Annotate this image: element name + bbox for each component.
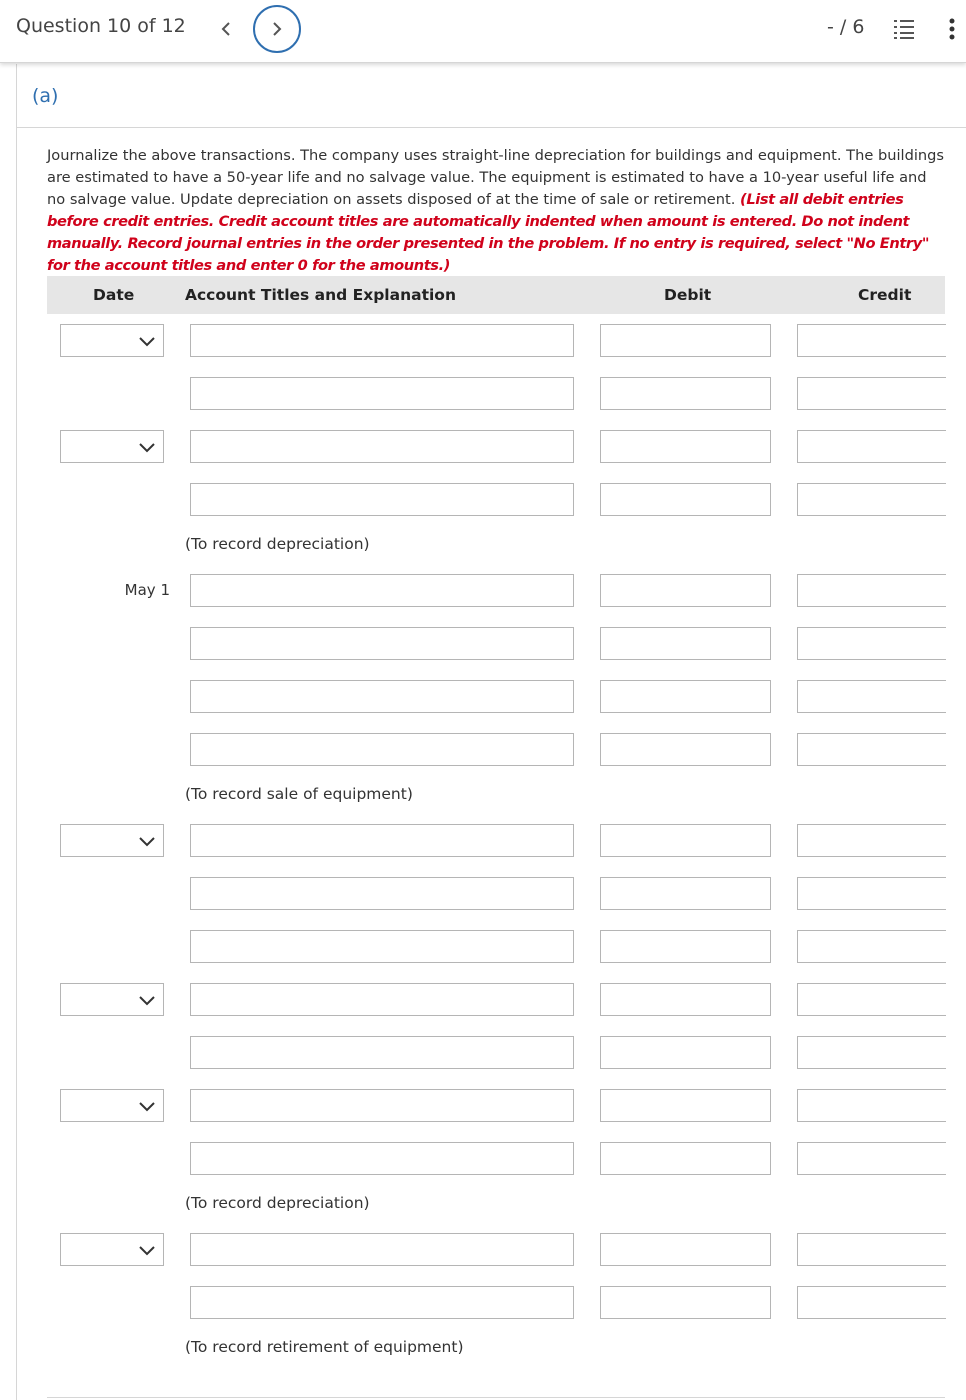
date-select[interactable] [60,430,164,463]
account-title-input[interactable] [190,824,574,857]
account-title-input[interactable] [190,483,574,516]
score-display: - / 6 [827,16,865,38]
debit-input[interactable] [600,430,771,463]
account-title-input[interactable] [190,324,574,357]
debit-input[interactable] [600,483,771,516]
question-list-icon[interactable] [893,18,915,40]
header-date: Date [93,286,135,304]
account-title-input[interactable] [190,627,574,660]
debit-input[interactable] [600,733,771,766]
next-question-button[interactable] [253,5,301,53]
chevron-down-icon [138,1242,156,1258]
debit-input[interactable] [600,1089,771,1122]
credit-input[interactable] [797,377,946,410]
account-title-input[interactable] [190,1089,574,1122]
header-debit: Debit [664,286,712,304]
instructions-text: Journalize the above transactions. The company uses straight-line depreciation for buildings and equipment. The buildings are estimated to have a 50-year life and no salvage value. The equipment is estimated to have a 10-year useful life and no salvage value. Update depreciation on assets disposed of at the time of sale or retirement. [47,147,945,208]
date-select[interactable] [60,824,164,857]
credit-input[interactable] [797,1142,946,1175]
account-title-input[interactable] [190,680,574,713]
part-divider [17,127,966,128]
account-title-input[interactable] [190,1142,574,1175]
date-select[interactable] [60,1233,164,1266]
date-select[interactable] [60,983,164,1016]
debit-input[interactable] [600,1142,771,1175]
credit-input[interactable] [797,1036,946,1069]
debit-input[interactable] [600,680,771,713]
account-title-input[interactable] [190,733,574,766]
credit-input[interactable] [797,824,946,857]
debit-input[interactable] [600,377,771,410]
debit-input[interactable] [600,324,771,357]
debit-input[interactable] [600,1233,771,1266]
credit-input[interactable] [797,574,946,607]
credit-input[interactable] [797,680,946,713]
credit-input[interactable] [797,1089,946,1122]
account-title-input[interactable] [190,430,574,463]
credit-input[interactable] [797,483,946,516]
account-title-input[interactable] [190,877,574,910]
date-select[interactable] [60,1089,164,1122]
entry-note: (To record depreciation) [185,535,370,553]
chevron-right-icon [272,21,282,37]
part-label: (a) [32,85,59,107]
chevron-down-icon [138,333,156,349]
credit-input[interactable] [797,1233,946,1266]
credit-input[interactable] [797,324,946,357]
bottom-divider [47,1397,945,1398]
debit-input[interactable] [600,627,771,660]
account-title-input[interactable] [190,1286,574,1319]
credit-input[interactable] [797,1286,946,1319]
question-position: Question 10 of 12 [16,15,186,37]
journal-table-header [47,276,945,314]
question-toolbar [0,0,966,63]
credit-input[interactable] [797,983,946,1016]
debit-input[interactable] [600,877,771,910]
credit-input[interactable] [797,877,946,910]
debit-input[interactable] [600,930,771,963]
account-title-input[interactable] [190,574,574,607]
entry-note: (To record depreciation) [185,1194,370,1212]
date-label: May 1 [124,581,170,599]
instructions-emphasis: (List all debit entries before credit entries. Credit account titles are automatically indented when amount is entered. Do not indent manually. Record journal entries in the order presented in the problem. If no entry is required, select "No Entry" for the account titles and enter 0 for the amounts.) [47,191,930,274]
header-credit: Credit [858,286,912,304]
date-select[interactable] [60,324,164,357]
debit-input[interactable] [600,824,771,857]
entry-note: (To record retirement of equipment) [185,1338,464,1356]
chevron-down-icon [138,439,156,455]
chevron-down-icon [138,992,156,1008]
credit-input[interactable] [797,627,946,660]
entry-note: (To record sale of equipment) [185,785,413,803]
header-account: Account Titles and Explanation [185,286,456,304]
credit-input[interactable] [797,430,946,463]
chevron-down-icon [138,1098,156,1114]
debit-input[interactable] [600,1036,771,1069]
debit-input[interactable] [600,574,771,607]
chevron-down-icon [138,833,156,849]
account-title-input[interactable] [190,1036,574,1069]
account-title-input[interactable] [190,377,574,410]
debit-input[interactable] [600,1286,771,1319]
credit-input[interactable] [797,733,946,766]
credit-input[interactable] [797,930,946,963]
more-options-icon[interactable] [946,16,958,42]
debit-input[interactable] [600,983,771,1016]
chevron-left-icon [221,21,231,37]
account-title-input[interactable] [190,1233,574,1266]
instructions [47,145,947,277]
previous-question-button[interactable] [216,16,236,42]
account-title-input[interactable] [190,930,574,963]
account-title-input[interactable] [190,983,574,1016]
